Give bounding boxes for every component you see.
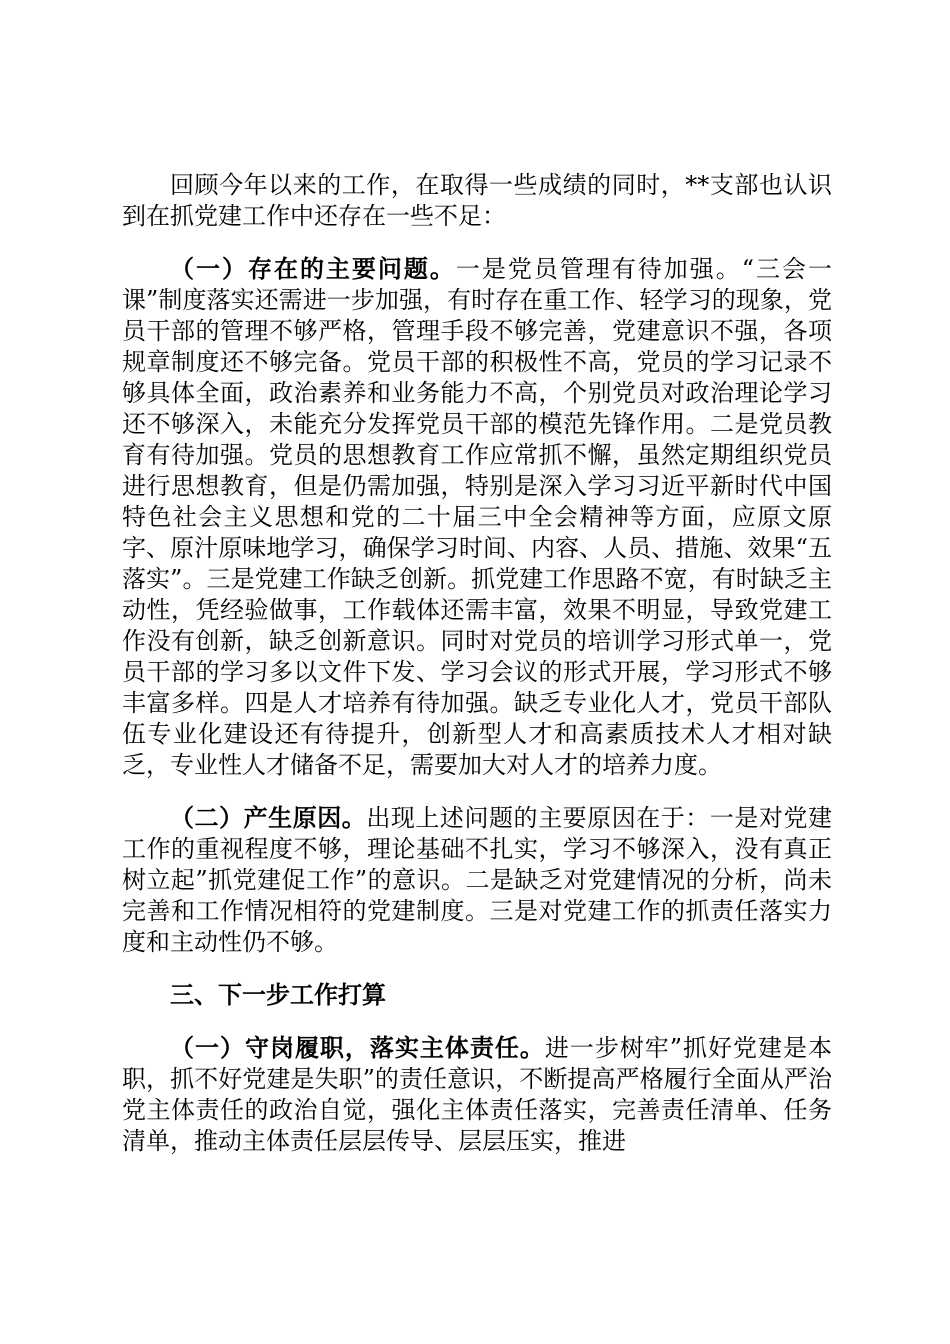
section-causes-paragraph — [122, 803, 832, 958]
section-duty-body: 进一步树牢”抓好党建是本职，抓不好党建是失职”的责任意识，不断提高严格履行全面从严治党主体责任的政治自觉，强化主体责任落实，完善责任清单、任务清单，推动主体责任层层传导、层层压实，推进 — [122, 1034, 832, 1155]
section-problems-body: 一是党员管理有待加强。“三会一课”制度落实还需进一步加强，有时存在重工作、轻学习的现象，党员干部的管理不够严格，管理手段不够完善，党建意识不强，各项规章制度还不够完备。党员干部的积极性不高，党员的学习记录不够具体全面，政治素养和业务能力不高，个别党员对政治理论学习还不够深入，未能充分发挥党员干部的模范先锋作用。二是党员教育有待加强。党员的思想教育工作应常抓不懈，虽然定期组织党员进行思想教育，但是仍需加强，特别是深入学习习近平新时代中国特色社会主义思想和党的二十届三中全会精神等方面，应原文原字、原汁原味地学习，确保学习时间、内容、人员、措施、效果“五落实”。三是党建工作缺乏创新。抓党建工作思路不宽，有时缺乏主动性，凭经验做事，工作载体还需丰富，效果不明显，导致党建工作没有创新，缺乏创新意识。同时对党员的培训学习形式单一，党员干部的学习多以文件下发、学习会议的形式开展，学习形式不够丰富多样。四是人才培养有待加强。缺乏专业化人才，党员干部队伍专业化建设还有待提升，创新型人才和高素质技术人才相对缺乏，专业性人才储备不足，需要加大对人才的培养力度。 — [122, 255, 833, 779]
section-causes-body: 出现上述问题的主要原因在于：一是对党建工作的重视程度不够，理论基础不扎实，学习不够深入，没有真正树立起”抓党建促工作”的意识。二是缺乏对党建情况的分析，尚未完善和工作情况相符的党建制度。三是对党建工作的抓责任落实力度和主动性仍不够。 — [122, 804, 833, 956]
section-duty-lead: （一）守岗履职，落实主体责任。 — [170, 1034, 545, 1062]
next-steps-heading: 三、下一步工作打算 — [170, 981, 386, 1009]
intro-paragraph — [122, 170, 832, 232]
section-duty-paragraph — [122, 1033, 832, 1157]
document-body — [122, 170, 832, 1179]
section-problems-lead: （一）存在的主要问题。 — [170, 255, 456, 283]
intro-text: 回顾今年以来的工作，在取得一些成绩的同时，**支部也认识到在抓党建工作中还存在一些不足： — [122, 171, 832, 230]
section-causes-lead: （二）产生原因。 — [170, 804, 367, 832]
section-problems-paragraph — [122, 254, 832, 781]
